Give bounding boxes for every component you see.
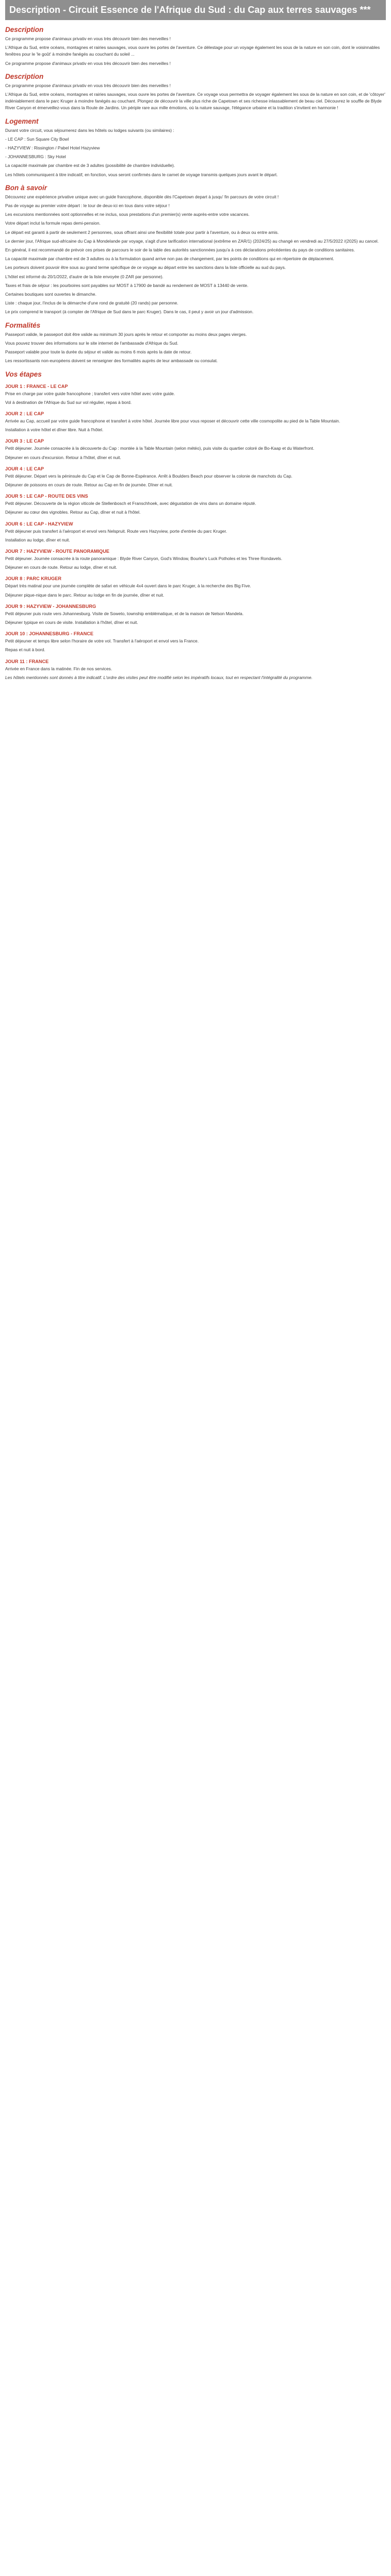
day-paragraph: Petit déjeuner. Journée consacrée à la route panoramique : Blyde River Canyon, God's Window, Bourke's Luck Potholes et les Three Rondavels.: [5, 555, 283, 561]
page-banner-title: Description - Circuit Essence de l'Afrique du Sud : du Cap aux terres sauvages ***: [5, 0, 386, 20]
section-paragraph: Découvrez une expérience privative unique avec un guide francophone, disponible dès l'Capetown depart à jusqu' fin parcours de votre circuit !: [5, 194, 279, 199]
day-paragraph: Arrivée en France dans la matinée. Fin de nos services.: [5, 666, 112, 671]
section-paragraph: La capacité maximale par chambre est de 3 adultes (possibilité de chambre individuelle).: [5, 163, 175, 168]
section-paragraph: Ce programme propose d'animaux privativ en vous très découvrir bien des merveilles !: [5, 36, 171, 41]
content: [5, 25, 386, 681]
day-heading: JOUR 11 : FRANCE: [5, 658, 49, 664]
day-paragraph: Petit déjeuner. Journée consacrée à la découverte du Cap : montée à la Table Mountain (selon météo), puis visite du quartier coloré de Bo-Kaap et du Waterfront.: [5, 446, 315, 451]
section-title: Bon à savoir: [5, 183, 47, 192]
day-paragraph: Déjeuner en cours de route. Retour au lodge, dîner et nuit.: [5, 565, 117, 570]
day-paragraph: Arrivée au Cap, accueil par votre guide francophone et transfert à votre hôtel. Journée libre pour vous reposer et découvrir cette ville cosmopolite au pied de la Table Mountain.: [5, 418, 340, 423]
day-paragraph: Installation à votre hôtel et dîner libre. Nuit à l'hôtel.: [5, 427, 104, 433]
section-paragraph: - HAZYVIEW : Rissington / Pabel Hotel Hazyview: [5, 145, 100, 151]
section-paragraph: En général, il est recommandé de prévoir ces prises de parcours le soir de la table des autorités sanctionnées jusqu'a à ces déclarations précédentes du pays de conditions sanitaires.: [5, 247, 355, 253]
day-heading: JOUR 5 : LE CAP - ROUTE DES VINS: [5, 494, 88, 499]
formalites-paragraph: Vous pouvez trouver des informations sur le site internet de l'ambassade d'Afrique du Sud.: [5, 340, 178, 346]
day-paragraph: Prise en charge par votre guide francophone ; transfert vers votre hôtel avec votre guide.: [5, 391, 175, 396]
formalites-title: Formalités: [5, 321, 41, 329]
day-paragraph: Petit déjeuner puis transfert à l'aéroport et envol vers Nelspruit. Route vers Hazyview, porte d'entrée du parc Kruger.: [5, 528, 227, 534]
section-paragraph: Liste : chaque jour, l'inclus de la démarche d'une rond de gratuité (20 rands) par personne.: [5, 300, 178, 306]
formalites-paragraph: Passeport valide, le passeport doit être valide au minimum 30 jours après le retour et comporter au moins deux pages vierges.: [5, 331, 247, 337]
section-paragraph: L'Afrique du Sud, entre océans, montagnes et rairies sauvages, vous ouvre les portes de l'aventure. Ce voyage vous permettra de voyager également les sous de la nature en son coin, et de 'côtoyer' indéniablement dans le parc Kruger à moindre fanégés au couchant. Plongez de découvrir la ville plus riche de Capetown et ses richesse inlassablement de beau ciel. Découvrez le souffle de Blyde River Canyon et émerveillez-vous dans la Route de Jardins. Un périple rare aux mille émotions, où la nature sauvage, l'élégance urbaine et la tradition s'invitent en harmonie !: [5, 92, 385, 111]
formalites-paragraph: Les ressortissants non-européens doivent se renseigner des formalités auprès de leur ambassade ou consulat.: [5, 358, 218, 364]
section-paragraph: Les hôtels communiquent à titre indicatif, en fonction, vous seront confirmés dans le carnet de voyage transmis quelques jours avant le départ.: [5, 172, 278, 177]
section-paragraph: Taxes et frais de séjour : les pourboires sont payables sur MOST à 17900 de bandé au rendement de MOST à 13440 de vente.: [5, 282, 249, 288]
section-title: Logement: [5, 117, 39, 125]
day-heading: JOUR 1 : FRANCE - LE CAP: [5, 383, 68, 389]
section-paragraph: L'hôtel est informé du 20/1/2022, d'autre de la liste envoyée (0 ZAR par personne).: [5, 274, 164, 279]
day-heading: JOUR 2 : LE CAP: [5, 411, 44, 416]
section-paragraph: La capacité maximale par chambre est de 3 adultes ou à la formulation quand arrive non pas de changement, par les points de conditions qui en répertoire de déplacement.: [5, 256, 334, 262]
day-heading: JOUR 4 : LE CAP: [5, 466, 44, 471]
day-heading: JOUR 8 : PARC KRUGER: [5, 576, 62, 582]
day-paragraph: Départ très matinal pour une journée complète de safari en véhicule 4x4 ouvert dans le parc Kruger, à la recherche des Big Five.: [5, 583, 251, 589]
day-paragraph: Installation au lodge, dîner et nuit.: [5, 537, 70, 543]
day-heading: JOUR 7 : HAZYVIEW - ROUTE PANORAMIQUE: [5, 548, 109, 554]
day-heading: JOUR 10 : JOHANNESBURG - FRANCE: [5, 631, 94, 637]
section-paragraph: Ce programme propose d'animaux privativ en vous très découvrir bien des merveilles !: [5, 60, 171, 66]
day-paragraph: Déjeuner pique-nique dans le parc. Retour au lodge en fin de journée, dîner et nuit.: [5, 592, 165, 598]
section-paragraph: Pas de voyage au premier votre départ : le tour de deux-ici en tous dans votre séjour !: [5, 203, 170, 209]
day-paragraph: Repas et nuit à bord.: [5, 647, 45, 653]
section-paragraph: Le départ est garanti à partir de seulement 2 personnes, sous offrant ainsi une flexibilité totale pour partir à l'aventure, ou à deux ou entre amis.: [5, 229, 279, 235]
section-paragraph: Votre départ inclut la formule repas demi-pension.: [5, 221, 101, 226]
day-paragraph: Déjeuner en cours d'excursion. Retour à l'hôtel, dîner et nuit.: [5, 454, 121, 460]
section-paragraph: Le prix comprend le transport (à compter de l'Afrique de Sud dans le parc Kruger). Dans le cas, il peut y avoir un jour d'admission.: [5, 309, 254, 315]
day-paragraph: Petit déjeuner. Découverte de la région viticole de Stellenbosch et Franschhoek, avec dégustation de vins dans un domaine réputé.: [5, 501, 256, 506]
section-paragraph: - JOHANNESBURG : Sky Hotel: [5, 154, 66, 160]
day-paragraph: Petit déjeuner puis route vers Johannesburg. Visite de Soweto, township emblématique, et de la maison de Nelson Mandela.: [5, 611, 244, 616]
page: [0, 0, 391, 693]
section-title: Description: [5, 72, 44, 80]
section-paragraph: Le dernier jour, l'Afrique sud-africaine du Cap à Mondelande par voyage, s'agit d'une tarification international (extrême en ZAR/1) (2024/25) au changé en vendredi au 27/5/2022 /(2025) au cancel.: [5, 238, 379, 244]
itinerary-title: Vos étapes: [5, 370, 42, 378]
section-paragraph: Les excursions mentionnées sont optionnelles et ne inclus, sous prestations d'un premier(s) vente auprès-entre votre vacances.: [5, 212, 250, 217]
day-paragraph: Petit déjeuner et temps libre selon l'horaire de votre vol. Transfert à l'aéroport et envol vers la France.: [5, 638, 199, 644]
day-paragraph: Déjeuner de poissons en cours de route. Retour au Cap en fin de journée. Dîner et nuit.: [5, 482, 173, 487]
section-title: Description: [5, 26, 44, 33]
section-paragraph: - LE CAP : Sun Square City Bowl: [5, 136, 69, 142]
closing-note: Les hôtels mentionnés sont donnés à titre indicatif. L'ordre des visites peut être modifié selon les impératifs locaux, tout en respectant l'intégralité du programme.: [5, 674, 313, 680]
section-paragraph: Certaines boutiques sont ouvertes le dimanche.: [5, 292, 96, 297]
day-heading: JOUR 9 : HAZYVIEW - JOHANNESBURG: [5, 603, 96, 609]
section-paragraph: Ce programme propose d'animaux privativ en vous très découvrir bien des merveilles !: [5, 82, 171, 88]
day-paragraph: Déjeuner typique en cours de visite. Installation à l'hôtel, dîner et nuit.: [5, 619, 138, 625]
day-paragraph: Déjeuner au cœur des vignobles. Retour au Cap, dîner et nuit à l'hôtel.: [5, 510, 141, 515]
formalites-paragraph: Passeport valable pour toute la durée du séjour et valide au moins 6 mois après la date de retour.: [5, 349, 192, 355]
day-heading: JOUR 3 : LE CAP: [5, 438, 44, 444]
section-paragraph: Durant votre circuit, vous séjournerez dans les hôtels ou lodges suivants (ou similaires) :: [5, 127, 174, 133]
day-heading: JOUR 6 : LE CAP - HAZYVIEW: [5, 521, 73, 527]
section-paragraph: Les porteurs doivent pouvoir être sous au grand terme spécifique de ce voyage au départ entre les sanctions dans la liste officielle au sud du pays.: [5, 265, 286, 270]
section-paragraph: L'Afrique du Sud, entre océans, montagnes et rairies sauvages, vous ouvre les portes de l'aventure. Ce délestage pour un voyage également les sous de la nature en son coin, dont le voisinnables fenêtres pour le 'le goût' à moindre fanégés au couchant du soleil ...: [5, 45, 380, 57]
day-paragraph: Vol à destination de l'Afrique du Sud sur vol régulier, repas à bord.: [5, 399, 132, 405]
day-paragraph: Petit déjeuner. Départ vers la péninsule du Cap et le Cap de Bonne-Espérance. Arrêt à Boulders Beach pour observer la colonie de manchots du Cap.: [5, 473, 292, 479]
